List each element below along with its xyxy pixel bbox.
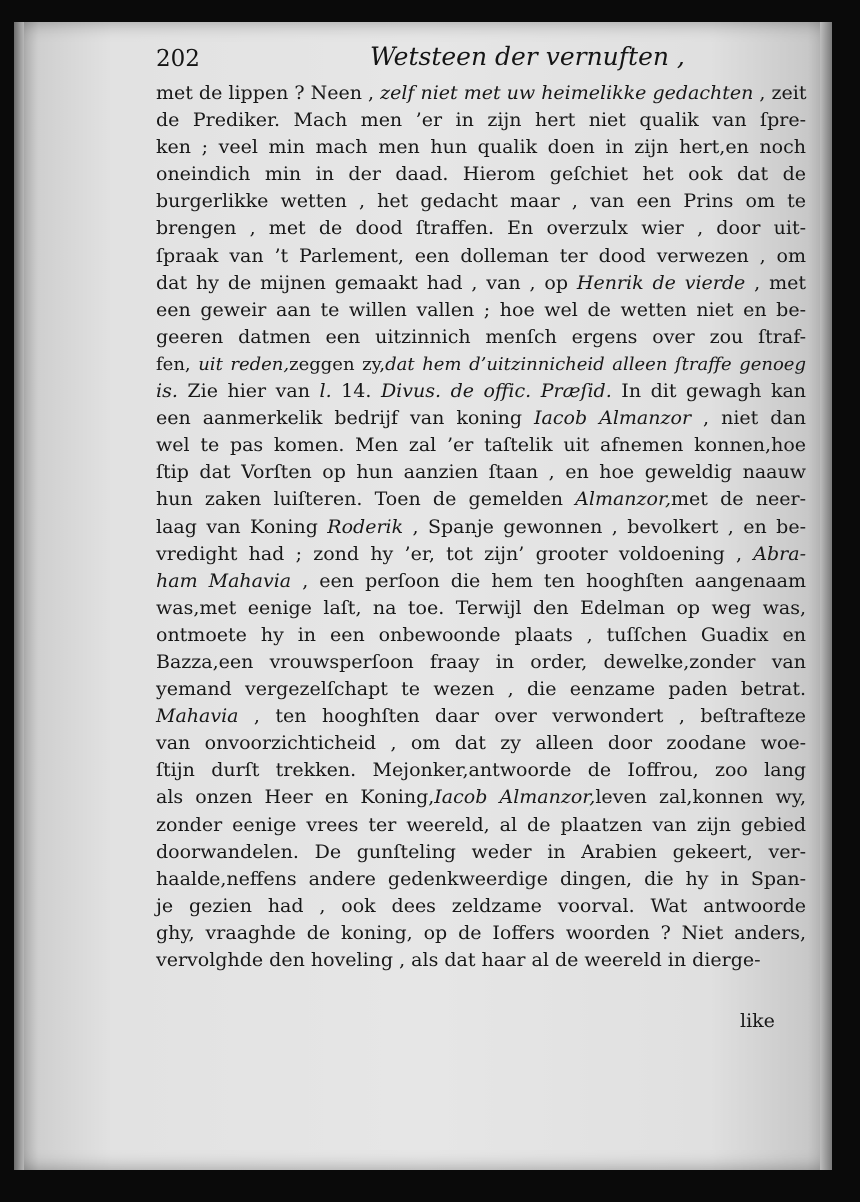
- text-line: [156, 839, 806, 866]
- roman-text: zeggen zy,: [289, 353, 386, 375]
- roman-text: oneindich min in der daad. Hierom geſchiet het ook dat de: [156, 163, 806, 186]
- roman-text: , een perſoon die hem ten hooghſten aangenaam: [291, 569, 807, 592]
- roman-text: , Spanje gewonnen , bevolkert , en be-: [403, 515, 806, 538]
- text-line: [156, 459, 806, 486]
- catchword: like: [740, 1010, 775, 1032]
- roman-text: de Prediker. Mach men ’er in zijn hert niet qualik van ſpre-: [156, 109, 806, 132]
- roman-text: , ten hooghſten daar over verwondert , beſtrafteze: [238, 705, 806, 728]
- roman-text: In dit gewagh kan: [611, 380, 807, 403]
- text-line: [156, 134, 806, 161]
- italic-text: Almanzor,: [575, 488, 672, 511]
- italic-text: zelf niet met uw heimelikke gedachten: [380, 82, 754, 104]
- italic-text: Iacob Almanzor,: [434, 786, 596, 809]
- roman-text: dat hy de mijnen gemaakt had , van , op: [156, 271, 577, 294]
- body-text: [156, 80, 806, 974]
- roman-text: 14.: [331, 380, 381, 403]
- italic-text: Mahavia: [156, 705, 239, 728]
- roman-text: geeren datmen een uitzinnich menſch ergens over zou ſtraf-: [156, 325, 806, 348]
- roman-text: , zeit: [753, 82, 807, 104]
- roman-text: zonder eenige vrees ter weereld, al de plaatzen van zijn gebied: [156, 813, 806, 836]
- italic-text: Henrik de vierde: [576, 271, 746, 294]
- roman-text: hun zaken luiſteren. Toen de gemelden: [156, 488, 576, 511]
- roman-text: ſpraak van ’t Parlement, een dolleman ter dood verwezen , om: [156, 244, 806, 267]
- text-line: [156, 486, 806, 513]
- italic-text: is.: [156, 380, 178, 403]
- roman-text: haalde,neffens andere gedenkweerdige dingen, die hy in Span-: [156, 867, 806, 890]
- text-line: [156, 866, 806, 893]
- text-line: [156, 243, 806, 270]
- roman-text: een aanmerkelik bedrijf van koning: [156, 407, 535, 430]
- roman-text: ſtijn durſt trekken. Mejonker,antwoorde de Ioffrou, zoo lang: [156, 759, 806, 782]
- roman-text: burgerlikke wetten , het gedacht maar , van een Prins om te: [156, 190, 806, 213]
- roman-text: als onzen Heer en Koning,: [156, 786, 435, 809]
- roman-text: leven zal,konnen wy,: [595, 786, 806, 809]
- roman-text: ghy, vraaghde de koning, op de Ioffers woorden ? Niet anders,: [156, 921, 806, 944]
- text-line: [156, 649, 806, 676]
- roman-text: ontmoete hy in een onbewoonde plaats , tuſſchen Guadix en: [156, 623, 806, 646]
- roman-text: van onvoorzichticheid , om dat zy alleen door zoodane woe-: [156, 732, 806, 755]
- roman-text: vredight had ; zond hy ’er, tot zijn’ grooter voldoening ,: [156, 542, 754, 565]
- roman-text: Zie hier van: [177, 380, 320, 403]
- text-line: [156, 188, 806, 215]
- text-line: [156, 893, 806, 920]
- roman-text: met de neer-: [671, 488, 806, 511]
- text-line: [156, 947, 806, 974]
- roman-text: , met: [745, 271, 806, 294]
- roman-text: wel te pas komen. Men zal ’er taſtelik uit afnemen konnen,hoe: [156, 434, 806, 457]
- text-line: [156, 757, 806, 784]
- text-line: [156, 161, 806, 188]
- roman-text: laag van Koning: [156, 515, 328, 538]
- text-line: [156, 514, 806, 541]
- text-line: [156, 324, 806, 351]
- text-line: [156, 270, 806, 297]
- italic-text: Iacob Almanzor: [534, 407, 692, 430]
- text-line: [156, 676, 806, 703]
- text-line: [156, 107, 806, 134]
- text-line: [156, 215, 806, 242]
- running-head: Wetsteen der vernuften ,: [370, 42, 685, 71]
- text-line: [156, 730, 806, 757]
- roman-text: fen,: [156, 353, 199, 375]
- page-header: [156, 38, 685, 78]
- text-line: [156, 595, 806, 622]
- italic-text: Roderik: [327, 515, 404, 538]
- italic-text: ham Mahavia: [156, 569, 292, 592]
- italic-text: Divus. de offic. Præſid.: [380, 380, 612, 403]
- text-line: [156, 784, 806, 811]
- roman-text: doorwandelen. De gunſteling weder in Arabien gekeert, ver-: [156, 840, 806, 863]
- roman-text: was,met eenige laſt, na toe. Terwijl den Edelman op weg was,: [156, 596, 806, 619]
- italic-text: Abra-: [753, 542, 806, 565]
- roman-text: , niet dan: [691, 407, 807, 430]
- text-line: [156, 568, 806, 595]
- roman-text: ſtip dat Vorſten op hun aanzien ſtaan , en hoe geweldig naauw: [156, 461, 806, 484]
- roman-text: yemand vergezelſchapt te wezen , die eenzame paden betrat.: [156, 678, 806, 701]
- text-line: [156, 703, 806, 730]
- text-line: [156, 622, 806, 649]
- page-number: 202: [156, 46, 200, 72]
- text-line: [156, 405, 806, 432]
- text-line: [156, 432, 806, 459]
- roman-text: je gezien had , ook dees zeldzame voorval. Wat antwoorde: [156, 894, 806, 917]
- text-line: [156, 812, 806, 839]
- italic-text: dat hem d’uitzinnicheid alleen ſtraffe genoeg: [385, 353, 806, 375]
- italic-text: l.: [319, 380, 332, 403]
- page-edge-shadow: [820, 22, 832, 1170]
- page-gutter-shadow: [14, 22, 24, 1170]
- roman-text: een geweir aan te willen vallen ; hoe wel de wetten niet en be-: [156, 298, 806, 321]
- text-line: [156, 351, 806, 378]
- roman-text: vervolghde den hoveling , als dat haar al de weereld in dierge-: [156, 949, 761, 971]
- roman-text: brengen , met de dood ſtraffen. En overzulx wier , door uit-: [156, 217, 806, 240]
- text-line: [156, 80, 806, 107]
- roman-text: ken ; veel min mach men hun qualik doen in zijn hert,en noch: [156, 136, 806, 159]
- italic-text: uit reden,: [198, 353, 290, 375]
- roman-text: met de lippen ? Neen ,: [156, 82, 381, 104]
- text-line: [156, 297, 806, 324]
- roman-text: Bazza,een vrouwsperſoon fraay in order, dewelke,zonder van: [156, 650, 806, 673]
- text-line: [156, 378, 806, 405]
- text-line: [156, 541, 806, 568]
- text-line: [156, 920, 806, 947]
